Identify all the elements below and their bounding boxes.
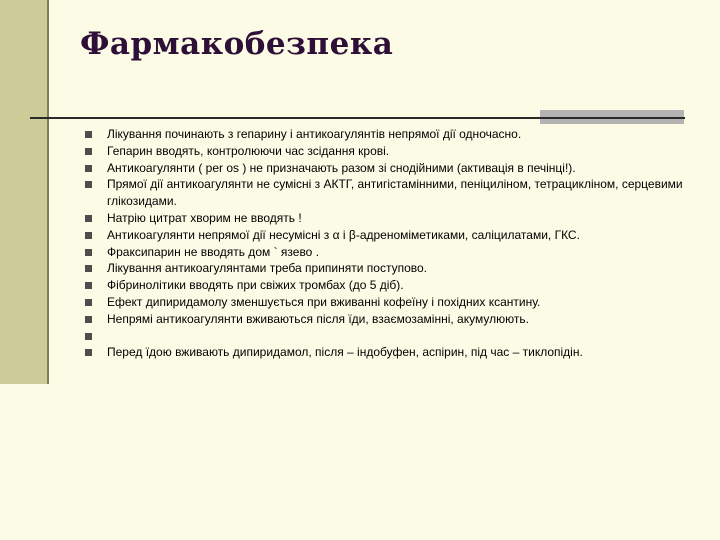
square-bullet-icon — [85, 282, 92, 289]
square-bullet-icon — [85, 265, 92, 272]
square-bullet-icon — [85, 349, 92, 356]
list-item-text: Лікування починають з гепарину і антикоагулянтів непрямої дії одночасно. — [107, 127, 522, 141]
list-item-text: Фібринолітики вводять при свіжих тромбах (до 5 діб). — [107, 278, 404, 293]
list-item-empty — [84, 328, 684, 345]
square-bullet-icon — [85, 215, 92, 222]
left-decor-band-edge — [47, 0, 49, 384]
square-bullet-icon — [85, 249, 92, 256]
list-item — [84, 311, 684, 328]
square-bullet-icon — [85, 232, 92, 239]
list-item — [84, 294, 684, 311]
list-item — [84, 277, 684, 294]
square-bullet-icon — [85, 316, 92, 323]
list-item — [84, 176, 684, 210]
square-bullet-icon — [85, 299, 92, 306]
left-decor-band — [0, 0, 47, 384]
list-item — [84, 227, 684, 244]
list-item-text: Фраксипарин не вводять дом ` язево . — [107, 244, 320, 259]
square-bullet-icon — [85, 333, 92, 340]
list-item-text: Натрію цитрат хворим не вводять ! — [107, 210, 302, 225]
list-item-text: Лікування антикоагулянтами треба припиняти поступово. — [107, 261, 427, 276]
square-bullet-icon — [85, 165, 92, 172]
slide-title: Фармакобезпека — [80, 26, 394, 62]
title-rule — [30, 117, 685, 119]
list-item — [84, 210, 684, 227]
list-item — [84, 344, 684, 361]
square-bullet-icon — [85, 148, 92, 155]
list-item — [84, 260, 684, 277]
list-item — [84, 143, 684, 160]
square-bullet-icon — [85, 131, 92, 138]
list-item-text: Непрямі антикоагулянти вживаються після їди, взаємозамінні, акумулюють. — [107, 311, 529, 326]
list-item-text: Гепарин вводять, контролюючи час зсідання крові. — [107, 143, 390, 158]
list-item — [84, 126, 684, 143]
list-item-text: Антикоагулянти непрямої дії несумісні з α і β-адреноміметиками, саліцилатами, ГКС. — [107, 227, 580, 242]
square-bullet-icon — [85, 181, 92, 188]
list-item-text: Ефект дипиридамолу зменшується при вживанні кофеїну і похідних ксантину. — [107, 294, 541, 309]
list-item-text: Перед їдою вживають дипиридамол, після – індобуфен, аспірин, під час – тиклопідін. — [107, 345, 583, 360]
list-item — [84, 244, 684, 261]
bullet-list — [84, 126, 684, 361]
list-item — [84, 160, 684, 177]
list-item-text: Антикоагулянти ( per os ) не призначають разом зі снодійними (активація в печінці!). — [107, 160, 576, 175]
list-item-text: Прямої дії антикоагулянти не сумісні з АКТГ, антигістамінними, пеніциліном, тетрацикліном, серцевими глікозидами. — [107, 177, 683, 209]
